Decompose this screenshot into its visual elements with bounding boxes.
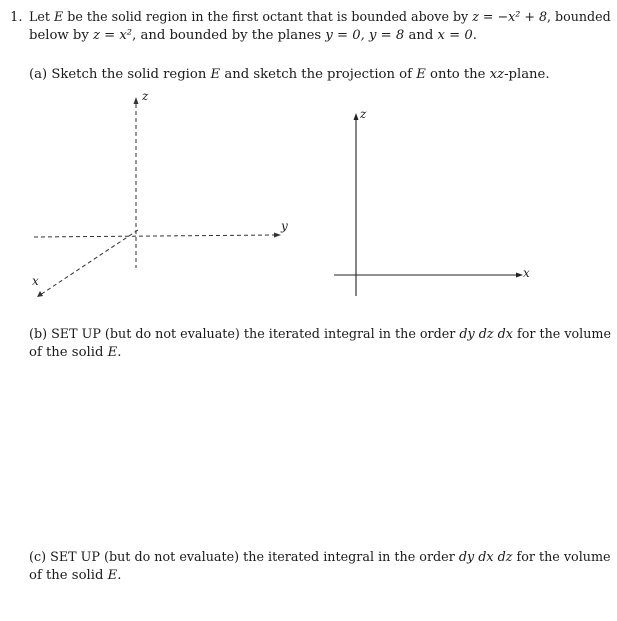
z-label-2d: z	[360, 107, 367, 121]
x-label-3d: x	[32, 274, 39, 288]
part-a-prompt: (a) Sketch the solid region E and sketch the projection of E onto the xz-plane.	[29, 67, 550, 82]
problem-intro-line2: below by z = x², and bounded by the planes y = 0, y = 8 and x = 0.	[29, 28, 477, 43]
z-label-3d: z	[142, 89, 149, 103]
part-c-prompt-line1: (c) SET UP (but do not evaluate) the iterated integral in the order dy dx dz for the volume	[29, 550, 611, 565]
x-arrowhead-2d	[516, 273, 523, 278]
x-label-2d: x	[523, 266, 530, 280]
y-label-3d: y	[281, 219, 288, 233]
problem-intro-line1: Let E be the solid region in the first octant that is bounded above by z = −x² + 8, bounded	[29, 10, 611, 25]
z-arrowhead-2d	[354, 113, 359, 120]
part-b-prompt-line1: (b) SET UP (but do not evaluate) the iterated integral in the order dy dz dx for the volume	[29, 327, 612, 342]
part-b-prompt-line2: of the solid E.	[29, 345, 122, 360]
problem-number: 1.	[10, 10, 23, 25]
part-c-prompt-line2: of the solid E.	[29, 568, 122, 583]
